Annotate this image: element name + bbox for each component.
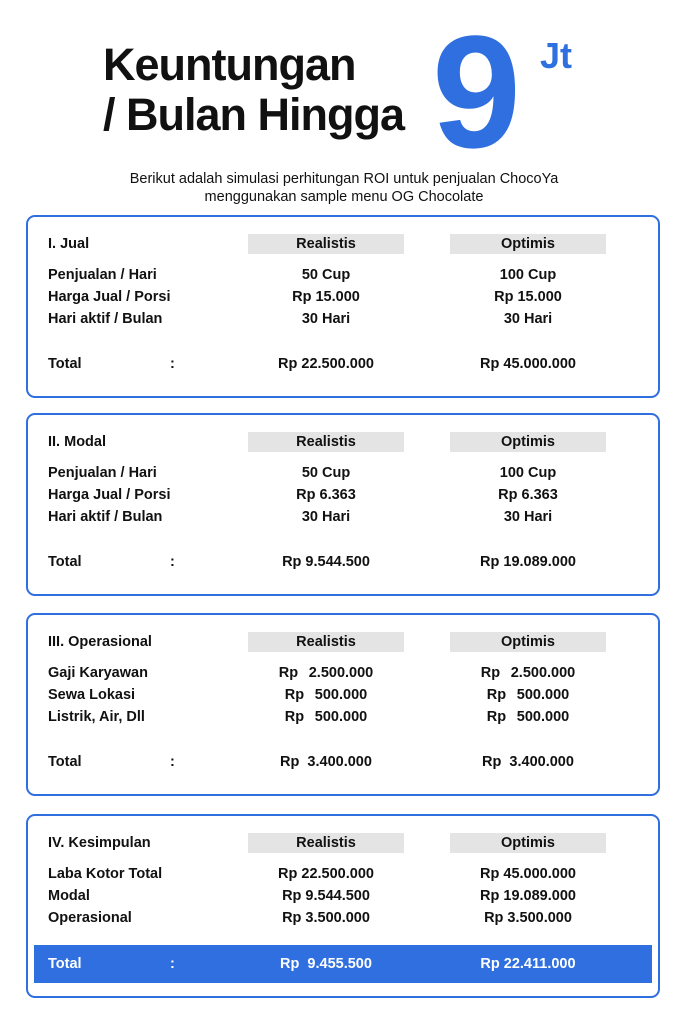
- total-value-optimistic: Rp 19.089.000: [480, 554, 576, 570]
- total-label: Total: [48, 956, 82, 972]
- intro-text: [0, 170, 688, 206]
- row-value-realistic: 50 Cup: [301, 267, 351, 283]
- currency-label: Rp: [486, 709, 507, 725]
- column-header-realistic: Realistis: [248, 432, 404, 452]
- column-header-optimistic: Optimis: [450, 234, 606, 254]
- row-value-optimistic: 30 Hari: [503, 311, 553, 327]
- total-label: Total: [48, 754, 82, 770]
- row-label: Penjualan / Hari: [48, 267, 157, 283]
- row-label: Penjualan / Hari: [48, 465, 157, 481]
- row-label: Laba Kotor Total: [48, 866, 163, 882]
- row-label: Hari aktif / Bulan: [48, 311, 163, 327]
- total-value-optimistic: Rp 3.400.000: [482, 754, 574, 770]
- row-label: Sewa Lokasi: [48, 687, 136, 703]
- row-label: Listrik, Air, Dll: [48, 709, 145, 725]
- currency-label: Rp: [284, 709, 305, 725]
- row-value-optimistic: Rp 45.000.000: [480, 866, 576, 882]
- amount: 500.000: [314, 709, 368, 725]
- total-value-realistic: Rp 9.455.500: [280, 956, 372, 972]
- row-label: Harga Jual / Porsi: [48, 487, 171, 503]
- row-value-optimistic: Rp 3.500.000: [484, 910, 572, 926]
- row-value-optimistic: 100 Cup: [499, 465, 557, 481]
- total-label: Total: [48, 554, 82, 570]
- row-value-optimistic: Rp 6.363: [498, 487, 558, 503]
- currency-label: Rp: [284, 687, 305, 703]
- row-value-realistic: [248, 685, 404, 705]
- total-colon: :: [170, 754, 175, 770]
- amount: 500.000: [516, 687, 570, 703]
- row-value-realistic: 30 Hari: [301, 311, 351, 327]
- section-title: I. Jual: [48, 236, 90, 252]
- intro-line2: menggunakan sample menu OG Chocolate: [204, 189, 484, 205]
- currency-label: Rp: [278, 665, 299, 681]
- total-value-optimistic: Rp 22.411.000: [480, 956, 576, 972]
- row-label: Harga Jual / Porsi: [48, 289, 171, 305]
- total-value-realistic: Rp 9.544.500: [282, 554, 370, 570]
- section-modal: [26, 413, 660, 596]
- total-value-realistic: Rp 3.400.000: [280, 754, 372, 770]
- row-value-optimistic: Rp 19.089.000: [480, 888, 576, 904]
- row-label: Modal: [48, 888, 90, 904]
- section-title: II. Modal: [48, 434, 106, 450]
- profit-amount-unit: Jt: [540, 35, 573, 76]
- total-colon: :: [170, 956, 175, 972]
- row-value-realistic: [248, 707, 404, 727]
- currency-label: Rp: [480, 665, 501, 681]
- row-value-realistic: Rp 6.363: [296, 487, 356, 503]
- page-title: [103, 40, 404, 140]
- section-jual: [26, 215, 660, 398]
- total-value-realistic: Rp 22.500.000: [278, 356, 374, 372]
- row-value-optimistic: 30 Hari: [503, 509, 553, 525]
- row-label: Hari aktif / Bulan: [48, 509, 163, 525]
- section-kesimpulan: [26, 814, 660, 998]
- row-value-optimistic: Rp 15.000: [494, 289, 562, 305]
- row-label: Operasional: [48, 910, 132, 926]
- section-title: IV. Kesimpulan: [48, 835, 151, 851]
- total-colon: :: [170, 554, 175, 570]
- row-value-optimistic: 100 Cup: [499, 267, 557, 283]
- total-colon: :: [170, 356, 175, 372]
- amount: 500.000: [516, 709, 570, 725]
- row-label: Gaji Karyawan: [48, 665, 148, 681]
- column-header-optimistic: Optimis: [450, 432, 606, 452]
- final-total-bar: [34, 945, 652, 983]
- column-header-realistic: Realistis: [248, 632, 404, 652]
- column-header-optimistic: Optimis: [450, 632, 606, 652]
- row-value-optimistic: [450, 707, 606, 727]
- row-value-realistic: 30 Hari: [301, 509, 351, 525]
- amount: 500.000: [314, 687, 368, 703]
- currency-label: Rp: [486, 687, 507, 703]
- page-title-line1: Keuntungan: [103, 39, 356, 90]
- row-value-realistic: Rp 15.000: [292, 289, 360, 305]
- section-operasional: [26, 613, 660, 796]
- amount: 2.500.000: [510, 665, 576, 681]
- section-title: III. Operasional: [48, 634, 152, 650]
- row-value-realistic: Rp 9.544.500: [282, 888, 370, 904]
- row-value-realistic: Rp 3.500.000: [282, 910, 370, 926]
- amount: 2.500.000: [308, 665, 374, 681]
- row-value-realistic: 50 Cup: [301, 465, 351, 481]
- total-label: Total: [48, 356, 82, 372]
- intro-line1: Berikut adalah simulasi perhitungan ROI untuk penjualan ChocoYa: [129, 171, 559, 187]
- page-title-line2: / Bulan Hingga: [103, 89, 404, 140]
- row-value-realistic: Rp 22.500.000: [278, 866, 374, 882]
- row-value-realistic: [248, 663, 404, 683]
- profit-amount: 9: [432, 2, 517, 181]
- column-header-optimistic: Optimis: [450, 833, 606, 853]
- column-header-realistic: Realistis: [248, 833, 404, 853]
- column-header-realistic: Realistis: [248, 234, 404, 254]
- row-value-optimistic: [450, 685, 606, 705]
- total-value-optimistic: Rp 45.000.000: [480, 356, 576, 372]
- row-value-optimistic: [450, 663, 606, 683]
